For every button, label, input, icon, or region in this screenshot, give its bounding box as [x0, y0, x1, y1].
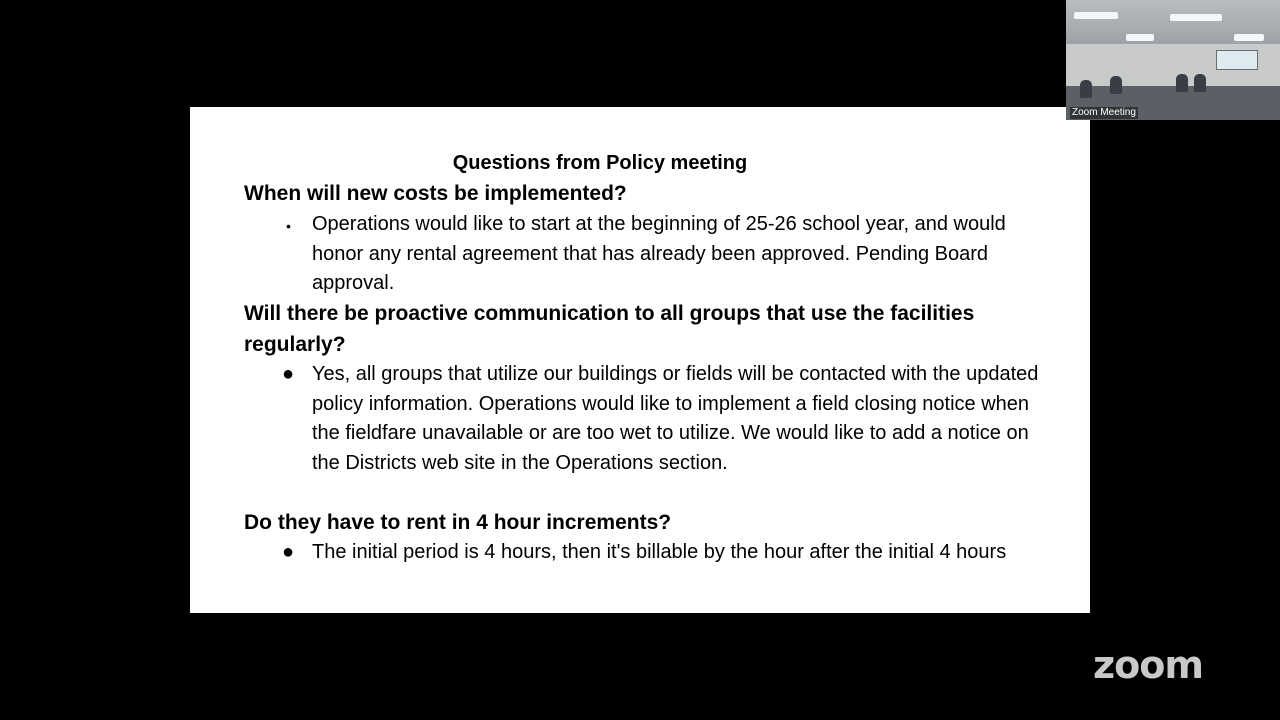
answer-2-text: Yes, all groups that utilize our buildings or fields will be contacted with the updated policy information. Operations would like to implement a field closing notice when the fieldfare unavailable or are too wet to utilize. We would like to add a notice on the Districts web site in the Operations section. — [312, 363, 1039, 474]
bullet-icon: ● — [282, 541, 295, 563]
ceiling-light — [1126, 34, 1154, 41]
question-1: When will new costs be implemented? — [244, 182, 627, 205]
bullet-icon: • — [286, 218, 291, 234]
participant-figure — [1080, 80, 1092, 98]
participant-figure — [1194, 74, 1206, 92]
video-label: Zoom Meeting — [1072, 107, 1136, 118]
zoom-logo: zoom — [1093, 643, 1203, 687]
slide-title: Questions from Policy meeting — [452, 152, 748, 174]
bullet-icon: ● — [282, 363, 295, 385]
room-display — [1216, 50, 1258, 70]
participant-figure — [1110, 76, 1122, 94]
answer-1-text: Operations would like to start at the beginning of 25-26 school year, and would honor any rental agreement that has already been approved. Pending Board approval. — [312, 213, 1006, 294]
question-2: Will there be proactive communication to all groups that use the facilities regularly? — [244, 302, 975, 356]
answer-3-text: The initial period is 4 hours, then it's billable by the hour after the initial 4 hours — [312, 541, 1007, 563]
participant-figure — [1176, 74, 1188, 92]
video-thumbnail[interactable] — [1066, 0, 1280, 120]
ceiling-light — [1170, 14, 1222, 21]
shared-screen-slide — [190, 107, 1090, 613]
ceiling-light — [1074, 12, 1118, 19]
ceiling-light — [1234, 34, 1264, 41]
question-3: Do they have to rent in 4 hour increments? — [244, 511, 672, 534]
